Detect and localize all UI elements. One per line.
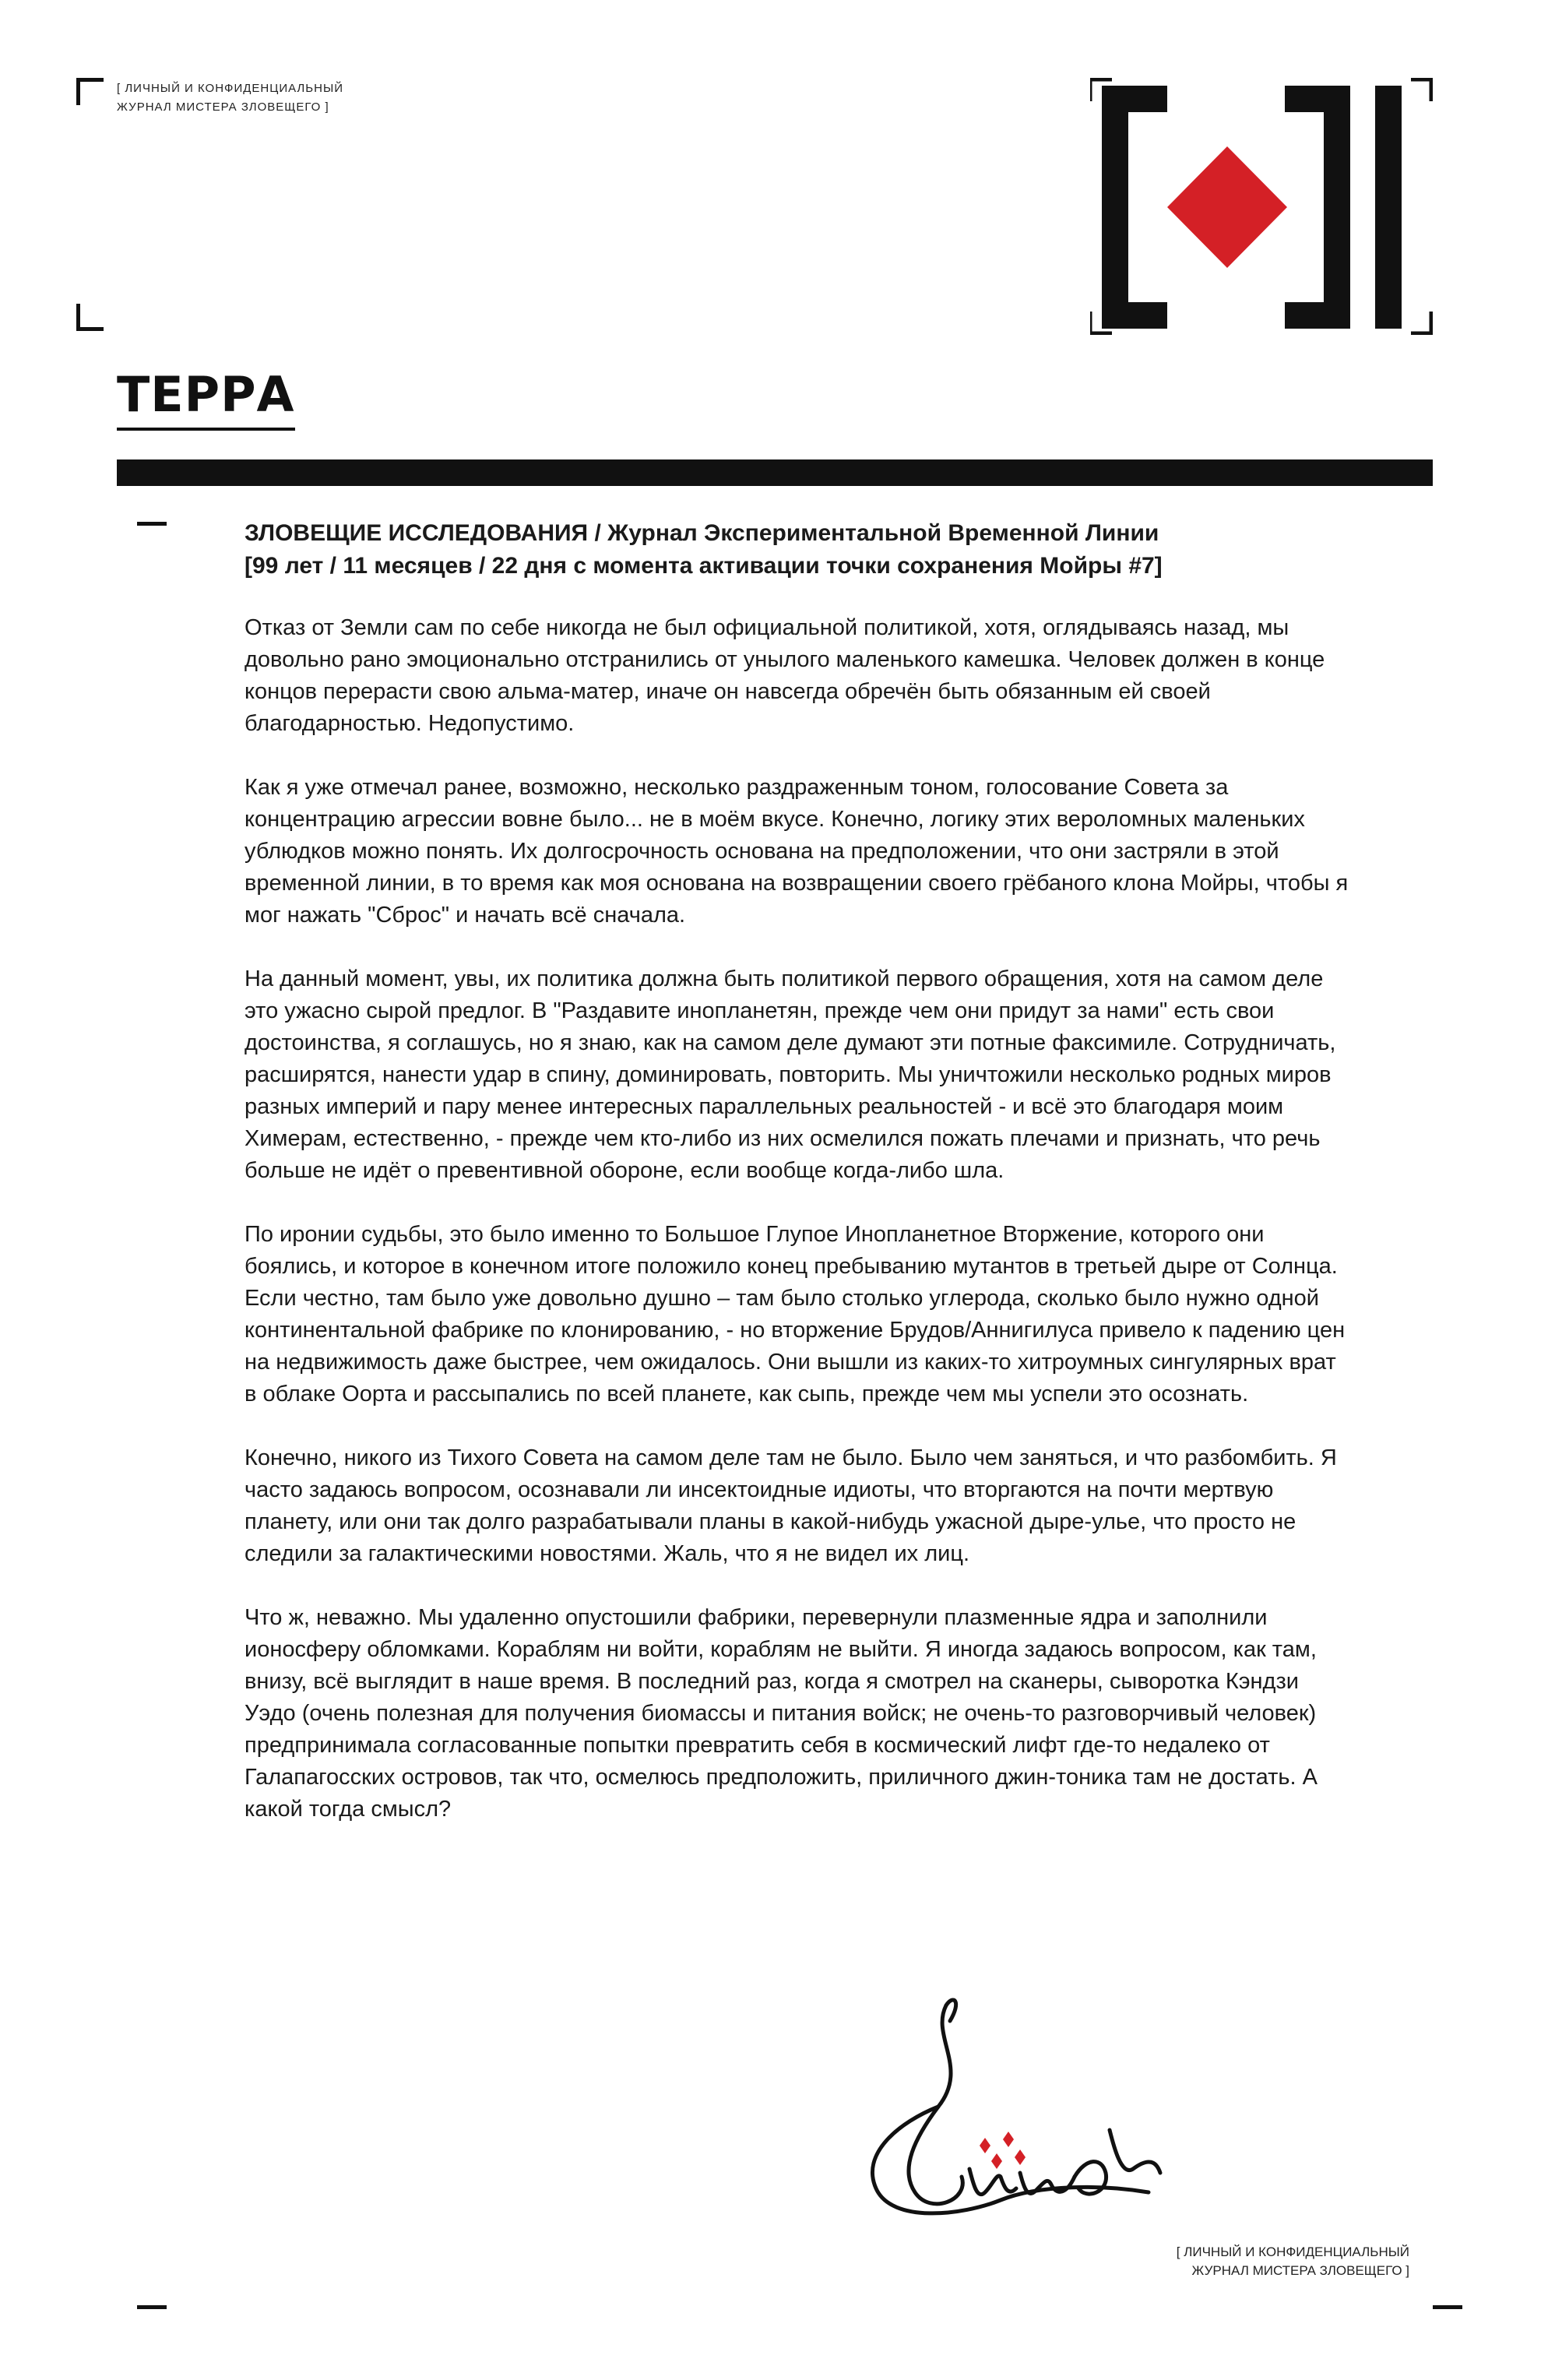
entry-paragraph: По иронии судьбы, это было именно то Большое Глупое Инопланетное Вторжение, которого они боялись, и которое в конечном итоге положило конец пребыванию мутантов в третьей дыре от Солнца. Если честно, там было уже довольно душно – там было столько углерода, сколько было нужно одной континентальной фабрике по клонированию, - но вторжение Брудов/Аннигилуса привело к падению цен на недвижимость даже быстрее, чем ожидалось. Они вышли из каких-то хитроумных сингулярных врат в облаке Оорта и рассыпались по всей планете, как сыпь, прежде чем мы успели это осознать.: [245, 1222, 1346, 1407]
journal-entry: [245, 517, 1350, 1857]
entry-paragraph: Как я уже отмечал ранее, возможно, несколько раздраженным тоном, голосование Совета за концентрацию агрессии вовне было... не в моём вкусе. Конечно, логику этих вероломных маленьких ублюдков можно понять. Их долгосрочность основана на предположении, что они застряли в этой временной линии, в то время как моя основана на возвращении своего грёбаного клона Мойры, чтобы я мог нажать "Сброс" и начать всё сначала.: [245, 775, 1349, 928]
right-bottom-dash: [1433, 2305, 1462, 2309]
sinister-diamond-logo-icon: [1090, 78, 1433, 335]
title-rule: [117, 459, 1433, 486]
entry-heading-line-2: [99 лет / 11 месяцев / 22 дня с момента активации точки сохранения Мойры #7]: [245, 553, 1163, 579]
footer-tag-line-1: [ ЛИЧНЫЙ И КОНФИДЕНЦИАЛЬНЫЙ: [1176, 2244, 1409, 2259]
left-top-dash: [137, 522, 167, 526]
footer-tag-line-2: ЖУРНАЛ МИСТЕРА ЗЛОВЕЩЕГО ]: [1191, 2263, 1409, 2278]
header-tag-line-1: [ ЛИЧНЫЙ И КОНФИДЕНЦИАЛЬНЫЙ: [117, 82, 344, 95]
crop-mark-top-left: [76, 78, 104, 105]
confidential-footer-tag: [1145, 2243, 1409, 2280]
header-tag-line-2: ЖУРНАЛ МИСТЕРА ЗЛОВЕЩЕГО ]: [117, 100, 329, 114]
entry-heading-line-1: ЗЛОВЕЩИЕ ИССЛЕДОВАНИЯ / Журнал Экспериментальной Временной Линии: [245, 520, 1159, 546]
entry-paragraph: На данный момент, увы, их политика должна быть политикой первого обращения, хотя на самом деле это ужасно сырой предлог. В "Раздавите инопланетян, прежде чем они придут за нами" есть свои достоинства, я соглашусь, но я знаю, как на самом деле думают эти потные факсимиле. Сотрудничать, расширятся, нанести удар в спину, доминировать, повторить. Мы уничтожили несколько родных миров разных империй и пару менее интересных параллельных реальностей - и всё это благодаря моим Химерам, естественно, - прежде чем кто-либо из них осмелился пожать плечами и признать, что речь больше не идёт о превентивной обороне, если вообще когда-либо шла.: [245, 966, 1336, 1183]
left-bottom-dash: [137, 2305, 167, 2309]
entry-paragraph: Конечно, никого из Тихого Совета на самом деле там не было. Было чем заняться, и что разбомбить. Я часто задаюсь вопросом, осознавали ли инсектоидные идиоты, что вторгаются на почти мертвую планету, или они так долго разрабатывали планы в какой-нибудь ужасной дыре-улье, что просто не следили за галактическими новостями. Жаль, что я не видел их лиц.: [245, 1445, 1337, 1566]
confidential-header-tag: [117, 79, 343, 117]
entry-paragraph: Что ж, неважно. Мы удаленно опустошили фабрики, перевернули плазменные ядра и заполнили ионосферу обломками. Кораблям ни войти, кораблям не выйти. Я иногда задаюсь вопросом, как там, внизу, всё выглядит в наше время. В последний раз, когда я смотрел на сканеры, сыворотка Кэндзи Уэдо (очень полезная для получения биомассы и питания войск; не очень-то разговорчивый человек) предпринимала согласованные попытки превратить себя в космический лифт где-то недалеко от Галапагосских островов, так что, осмелюсь предположить, приличного джин-тоника там не достать. А какой тогда смысл?: [245, 1605, 1318, 1822]
crop-mark-bottom-left: [76, 304, 104, 331]
entry-heading: [245, 517, 1350, 583]
page-title: ТЕРРА: [117, 366, 295, 431]
sinister-signature-icon: [853, 1990, 1164, 2255]
entry-paragraph: Отказ от Земли сам по себе никогда не был официальной политикой, хотя, оглядываясь назад, мы довольно рано эмоционально отстранились от унылого маленького камешка. Человек должен в конце концов перерасти свою альма-матер, иначе он навсегда обречён быть обязанным ей своей благодарностью. Недопустимо.: [245, 615, 1325, 736]
